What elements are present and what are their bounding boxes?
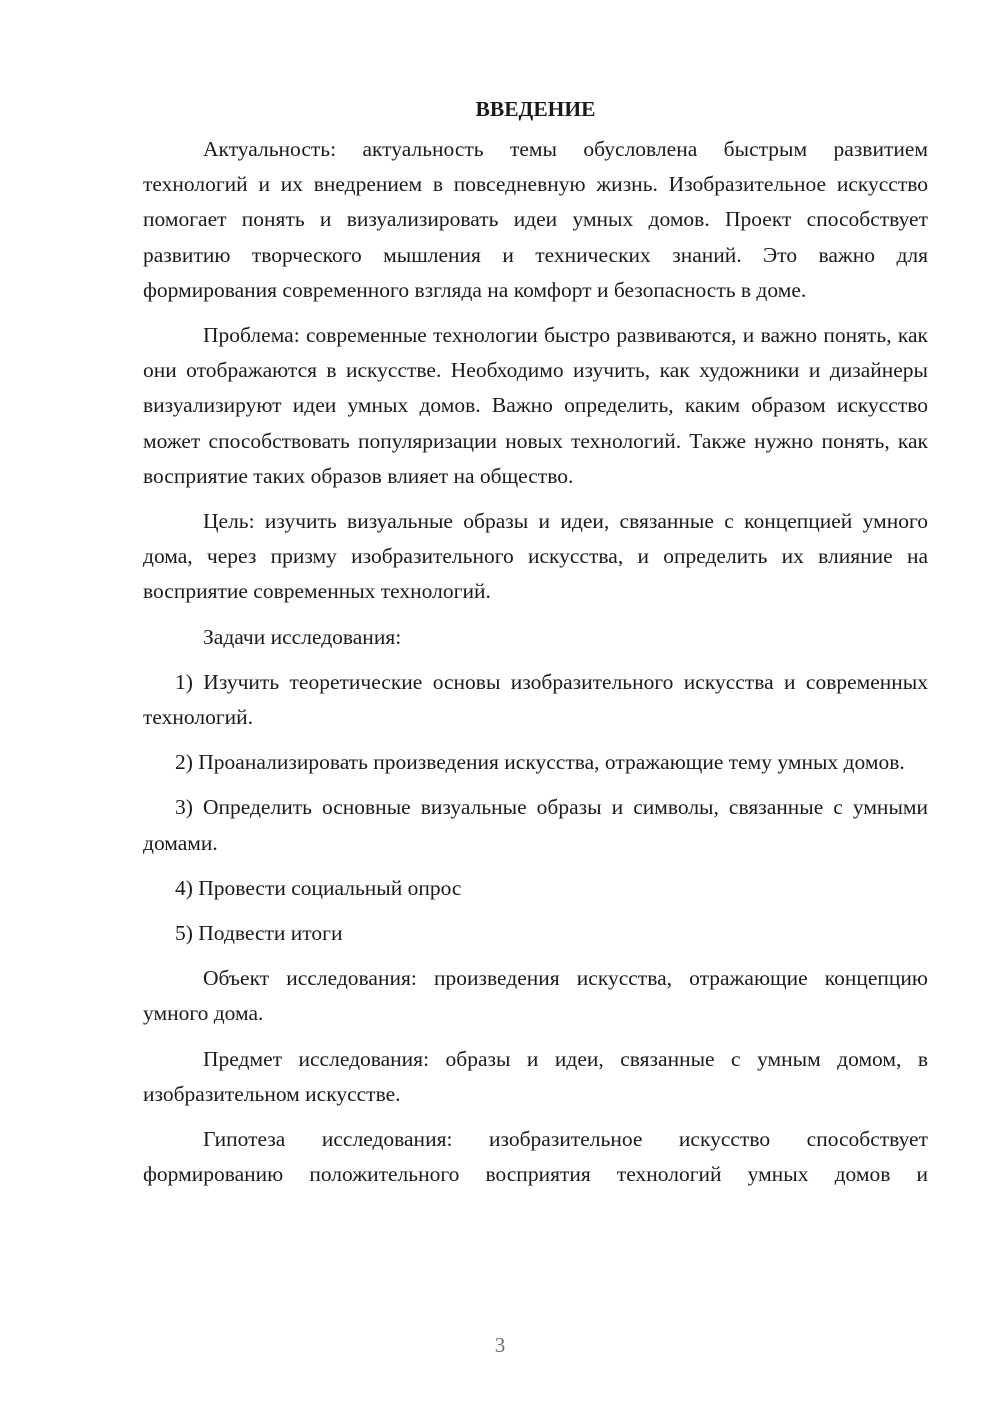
- paragraph-problem: Проблема: современные технологии быстро развиваются, и важно понять, как они отображаются в искусстве. Необходимо изучить, как художники и дизайнеры визуализируют идеи умных домов. Важно определить, каким образом искусство может способствовать популяризации новых технологий. Также нужно понять, как восприятие таких образов влияет на общество.: [143, 323, 928, 488]
- task-item-2: 2) Проанализировать произведения искусства, отражающие тему умных домов.: [175, 750, 905, 775]
- section-title: ВВЕДЕНИЕ: [475, 97, 596, 121]
- task-item-1: 1) Изучить теоретические основы изобразительного искусства и современных технологий.: [143, 669, 928, 730]
- task-item-5: 5) Подвести итоги: [175, 921, 343, 946]
- task-item-3: 3) Определить основные визуальные образы и символы, связанные с умными домами.: [143, 795, 928, 855]
- paragraph-hypothesis: Гипотеза исследования: изобразительное искусство способствует формированию положительного восприятия технологий умных домов и: [143, 1127, 928, 1187]
- task-item-4: 4) Провести социальный опрос: [175, 875, 462, 900]
- document-page: [143, 92, 928, 1192]
- paragraph-goal: Цель: изучить визуальные образы и идеи, связанные с концепцией умного дома, через призму изобразительного искусства, и определить их влияние на восприятие современных технологий.: [143, 509, 928, 604]
- paragraph-relevance: Актуальность: актуальность темы обусловлена быстрым развитием технологий и их внедрением в повседневную жизнь. Изобразительное искусство помогает понять и визуализировать идеи умных домов. Проект способствует развитию творческого мышления и технических знаний. Это важно для формирования современного взгляда на комфорт и безопасность в доме.: [143, 137, 928, 302]
- paragraph-subject: Предмет исследования: образы и идеи, связанные с умным домом, в изобразительном искусстве.: [143, 1046, 928, 1106]
- paragraph-object: Объект исследования: произведения искусства, отражающие концепцию умного дома.: [143, 966, 928, 1026]
- page-number: 3: [494, 1333, 506, 1357]
- paragraph-tasks-heading: Задачи исследования:: [203, 624, 402, 649]
